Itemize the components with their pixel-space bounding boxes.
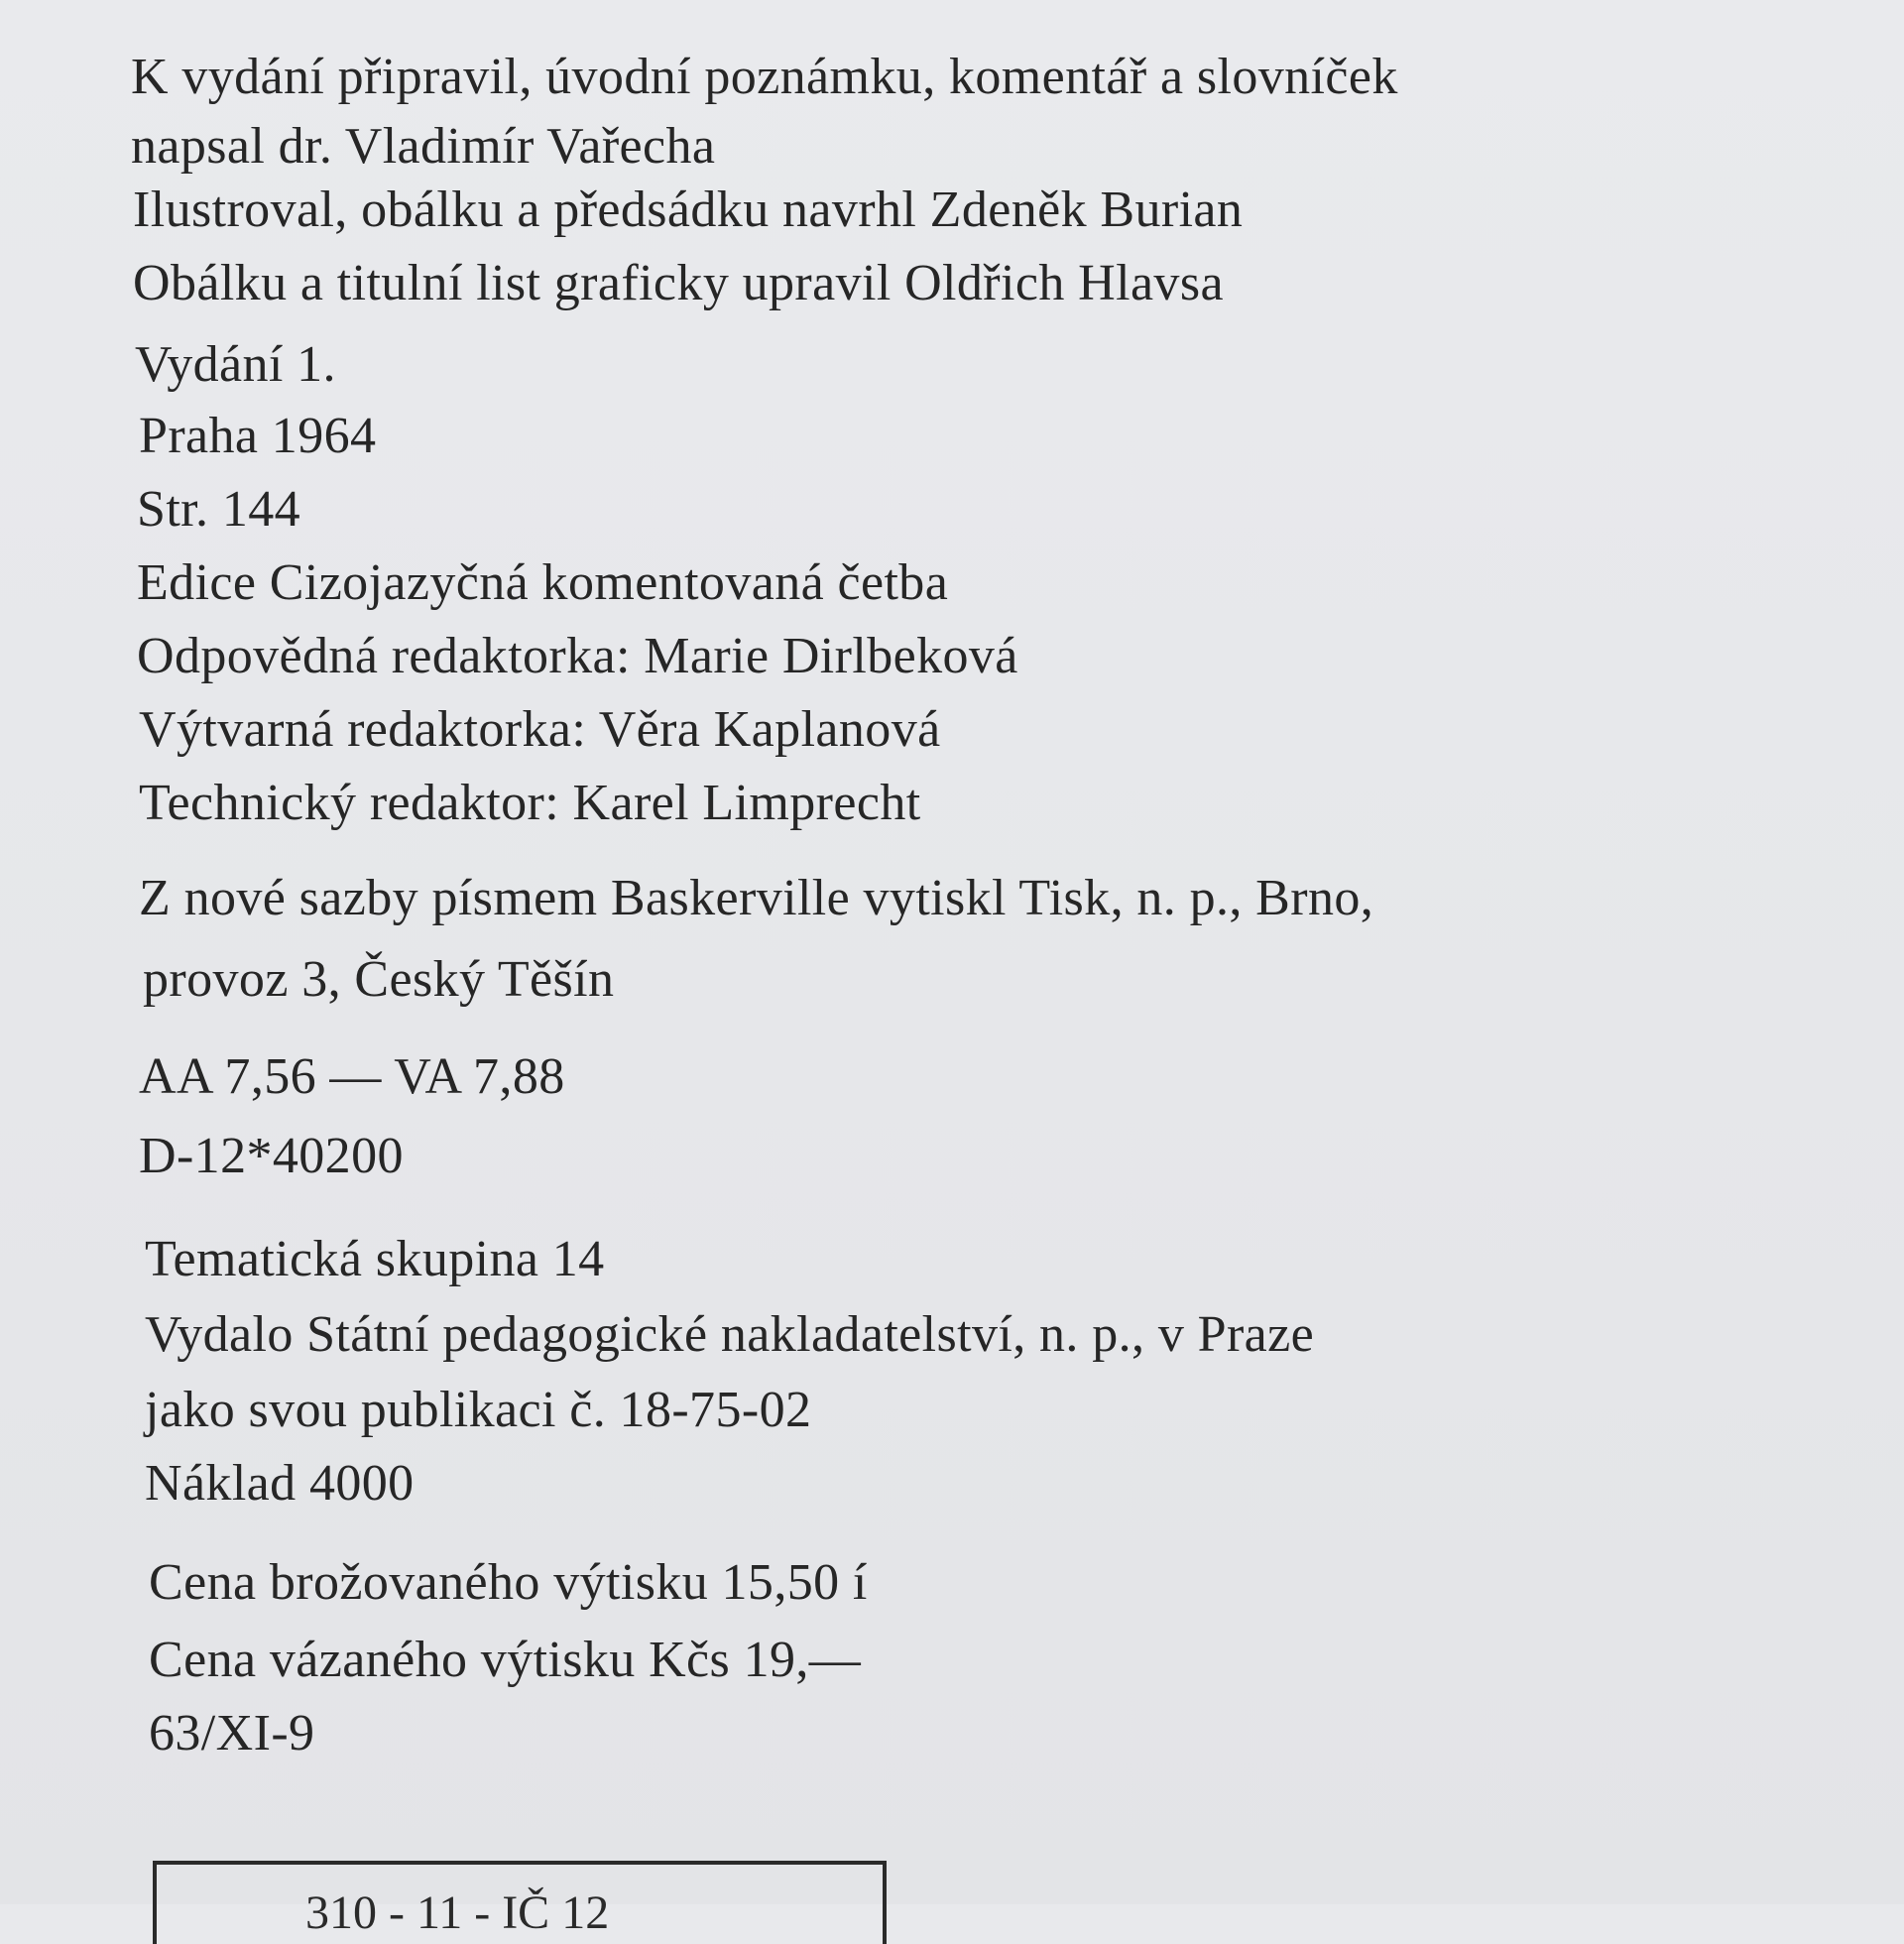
- imprint-line-code: D-12*40200: [139, 1128, 404, 1184]
- imprint-line-typography: Obálku a titulní list graficky upravil Oldřich Hlavsa: [133, 255, 1224, 311]
- imprint-line-price-hardcover: Cena vázaného výtisku Kčs 19,—: [149, 1632, 862, 1688]
- imprint-line-price-paperback: Cena brožovaného výtisku 15,50 í: [149, 1554, 868, 1611]
- imprint-line-responsible-editor: Odpovědná redaktorka: Marie Dirlbeková: [137, 628, 1018, 684]
- imprint-line-publisher: Vydalo Státní pedagogické nakladatelství, n. p., v Praze: [145, 1306, 1315, 1363]
- imprint-line-printer: Z nové sazby písmem Baskerville vytiskl Tisk, n. p., Brno,: [139, 870, 1374, 926]
- imprint-line-illustrator: Ilustroval, obálku a předsádku navrhl Zdeněk Burian: [133, 182, 1244, 238]
- library-stamp-text: 310 - 11 - IČ 12: [305, 1886, 610, 1939]
- imprint-line-technical-editor: Technický redaktor: Karel Limprecht: [139, 775, 921, 831]
- imprint-line-reference: 63/XI-9: [149, 1705, 315, 1762]
- imprint-line-series: Edice Cizojazyčná komentovaná četba: [137, 554, 949, 611]
- imprint-line-publication-number: jako svou publikaci č. 18-75-02: [145, 1382, 812, 1438]
- imprint-line-place-year: Praha 1964: [139, 408, 377, 464]
- imprint-line-editor-name: napsal dr. Vladimír Vařecha: [131, 118, 716, 175]
- imprint-line-editor: K vydání připravil, úvodní poznámku, komentář a slovníček: [131, 49, 1398, 105]
- imprint-line-thematic-group: Tematická skupina 14: [145, 1231, 605, 1287]
- library-stamp: [153, 1861, 887, 1944]
- imprint-line-print-run: Náklad 4000: [145, 1455, 415, 1512]
- imprint-line-printer-location: provoz 3, Český Těšín: [143, 951, 615, 1008]
- imprint-line-art-editor: Výtvarná redaktorka: Věra Kaplanová: [139, 701, 941, 758]
- imprint-line-edition: Vydání 1.: [135, 336, 336, 393]
- imprint-line-sheets: AA 7,56 — VA 7,88: [139, 1048, 565, 1105]
- imprint-line-pages: Str. 144: [137, 481, 301, 538]
